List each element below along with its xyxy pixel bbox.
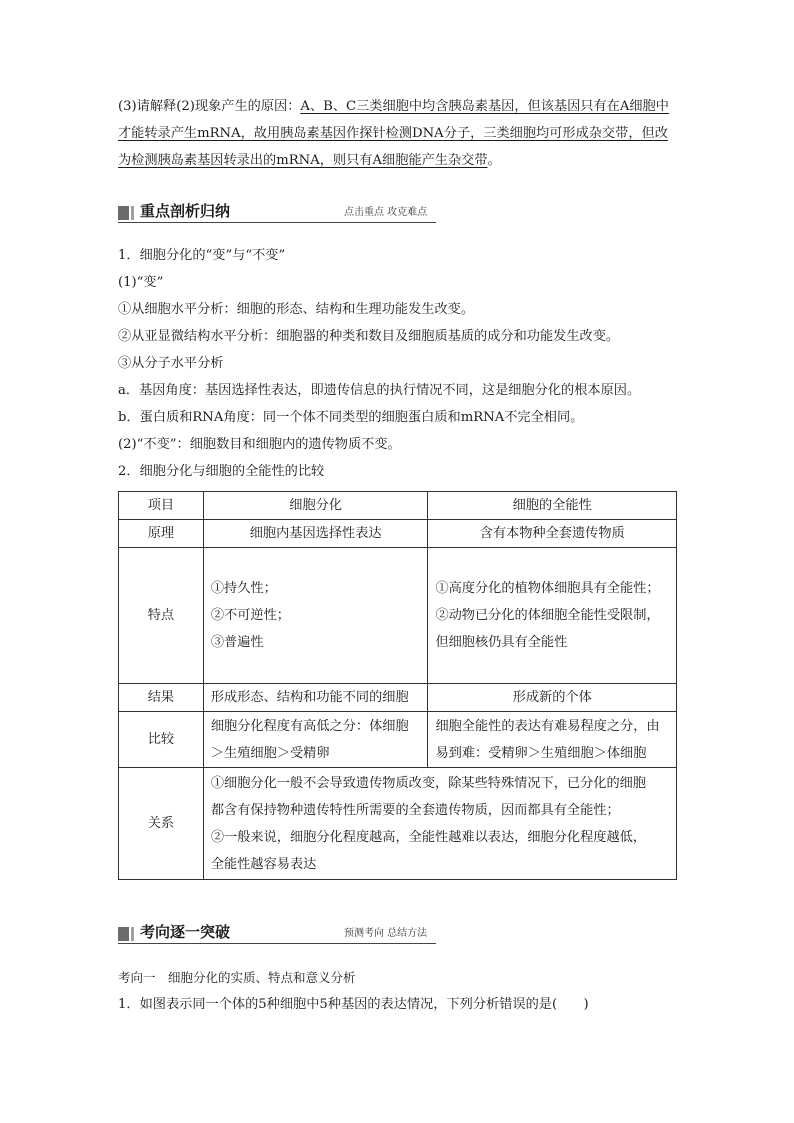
point-line: 1．细胞分化的“变”与“不变” — [118, 248, 286, 263]
table-row-relation — [119, 768, 677, 880]
point-line: (1)“变” — [118, 275, 164, 290]
table-row-principle — [119, 520, 677, 548]
topic-heading: 考向一 细胞分化的实质、特点和意义分析 — [118, 970, 356, 985]
point-line: b．蛋白质和RNA角度：同一个体不同类型的细胞蛋白质和mRNA不完全相同。 — [118, 410, 584, 425]
table-header-row — [119, 492, 677, 520]
point-line: 2．细胞分化与细胞的全能性的比较 — [118, 464, 325, 479]
header-cell: 细胞分化 — [203, 492, 428, 520]
header-cell: 项目 — [119, 492, 204, 520]
cell-line: ②动物已分化的体细胞全能性受限制， — [435, 608, 660, 623]
banner-bar-icon — [118, 927, 129, 941]
section-title: 考向逐一突破 — [140, 923, 231, 941]
intro-paragraph — [118, 93, 678, 174]
table-row-result — [119, 684, 677, 712]
row-label: 结果 — [119, 684, 204, 712]
table-row-compare — [119, 712, 677, 768]
banner-bar-icon — [118, 206, 129, 220]
section-subtitle: 预测考向 总结方法 — [344, 928, 428, 939]
cell-line: ①细胞分化一般不会导致遗传物质改变，除某些特殊情况下，已分化的细胞 — [210, 775, 647, 791]
table-row-features — [119, 548, 677, 684]
table-cell: 含有本物种全套遗传物质 — [428, 520, 677, 548]
intro-answer: A、B、C三类细胞中均含胰岛素基因，但该基因只有在A细胞中才能转录产生mRNA，故用胰岛素基因作探针检测DNA分子，三类细胞均可形成杂交带，但改为检测胰岛素基因转录出的mRNA，则只有A细胞能产生杂交带 — [118, 99, 669, 168]
cell-line: 易到难：受精卵＞生殖细胞＞体细胞 — [435, 745, 647, 761]
cell-line: 但细胞核仍具有全能性 — [435, 635, 568, 650]
banner-bar-icon — [131, 206, 134, 220]
question-text: 1．如图表示同一个体的5种细胞中5种基因的表达情况，下列分析错误的是( ) — [118, 997, 589, 1012]
table-cell: 形成形态、结构和功能不同的细胞 — [203, 684, 428, 712]
point-line: ②从亚显微结构水平分析：细胞器的种类和数目及细胞质基质的成分和功能发生改变。 — [118, 329, 620, 344]
section-title: 重点剖析归纳 — [140, 202, 231, 220]
row-label: 特点 — [119, 548, 204, 684]
section-banner-exam-directions — [118, 922, 436, 944]
banner-rule — [118, 943, 436, 944]
banner-bar-icon — [131, 927, 134, 941]
cell-line: ③普遍性 — [210, 635, 264, 650]
row-label: 关系 — [119, 768, 204, 880]
table-cell: 形成新的个体 — [428, 684, 677, 712]
row-label: 比较 — [119, 712, 204, 768]
cell-line: ②不可逆性； — [210, 608, 290, 623]
point-line: (2)“不变”：细胞数目和细胞内的遗传物质不变。 — [118, 437, 401, 452]
point-line: a．基因角度：基因选择性表达，即遗传信息的执行情况不同，这是细胞分化的根本原因。 — [118, 383, 641, 398]
table-cell — [203, 712, 428, 768]
table-cell — [203, 548, 428, 684]
cell-line: 全能性越容易表达 — [210, 856, 317, 872]
table-cell — [203, 768, 676, 880]
header-cell: 细胞的全能性 — [428, 492, 677, 520]
point-line: ①从细胞水平分析：细胞的形态、结构和生理功能发生改变。 — [118, 302, 475, 317]
cell-line: ①持久性； — [210, 581, 277, 596]
cell-line: 细胞分化程度有高低之分：体细胞 — [210, 718, 409, 734]
section-banner-key-points — [118, 201, 436, 223]
row-label: 原理 — [119, 520, 204, 548]
table-cell: 细胞内基因选择性表达 — [203, 520, 428, 548]
comparison-table — [118, 491, 677, 880]
table-cell — [428, 548, 677, 684]
cell-line: ①高度分化的植物体细胞具有全能性； — [435, 581, 660, 596]
intro-end: 。 — [487, 153, 501, 168]
banner-rule — [118, 222, 436, 223]
cell-line: 都含有保持物种遗传特性所需要的全套遗传物质，因而都具有全能性； — [210, 802, 620, 818]
table-cell — [428, 712, 677, 768]
intro-prefix: (3)请解释(2)现象产生的原因： — [118, 99, 301, 114]
cell-line: 细胞全能性的表达有难易程度之分，由 — [435, 718, 660, 734]
point-line: ③从分子水平分析 — [118, 356, 224, 371]
cell-line: ②一般来说，细胞分化程度越高，全能性越难以表达，细胞分化程度越低， — [210, 829, 647, 845]
section-subtitle: 点击重点 攻克难点 — [344, 207, 428, 218]
cell-line: ＞生殖细胞＞受精卵 — [210, 745, 330, 761]
